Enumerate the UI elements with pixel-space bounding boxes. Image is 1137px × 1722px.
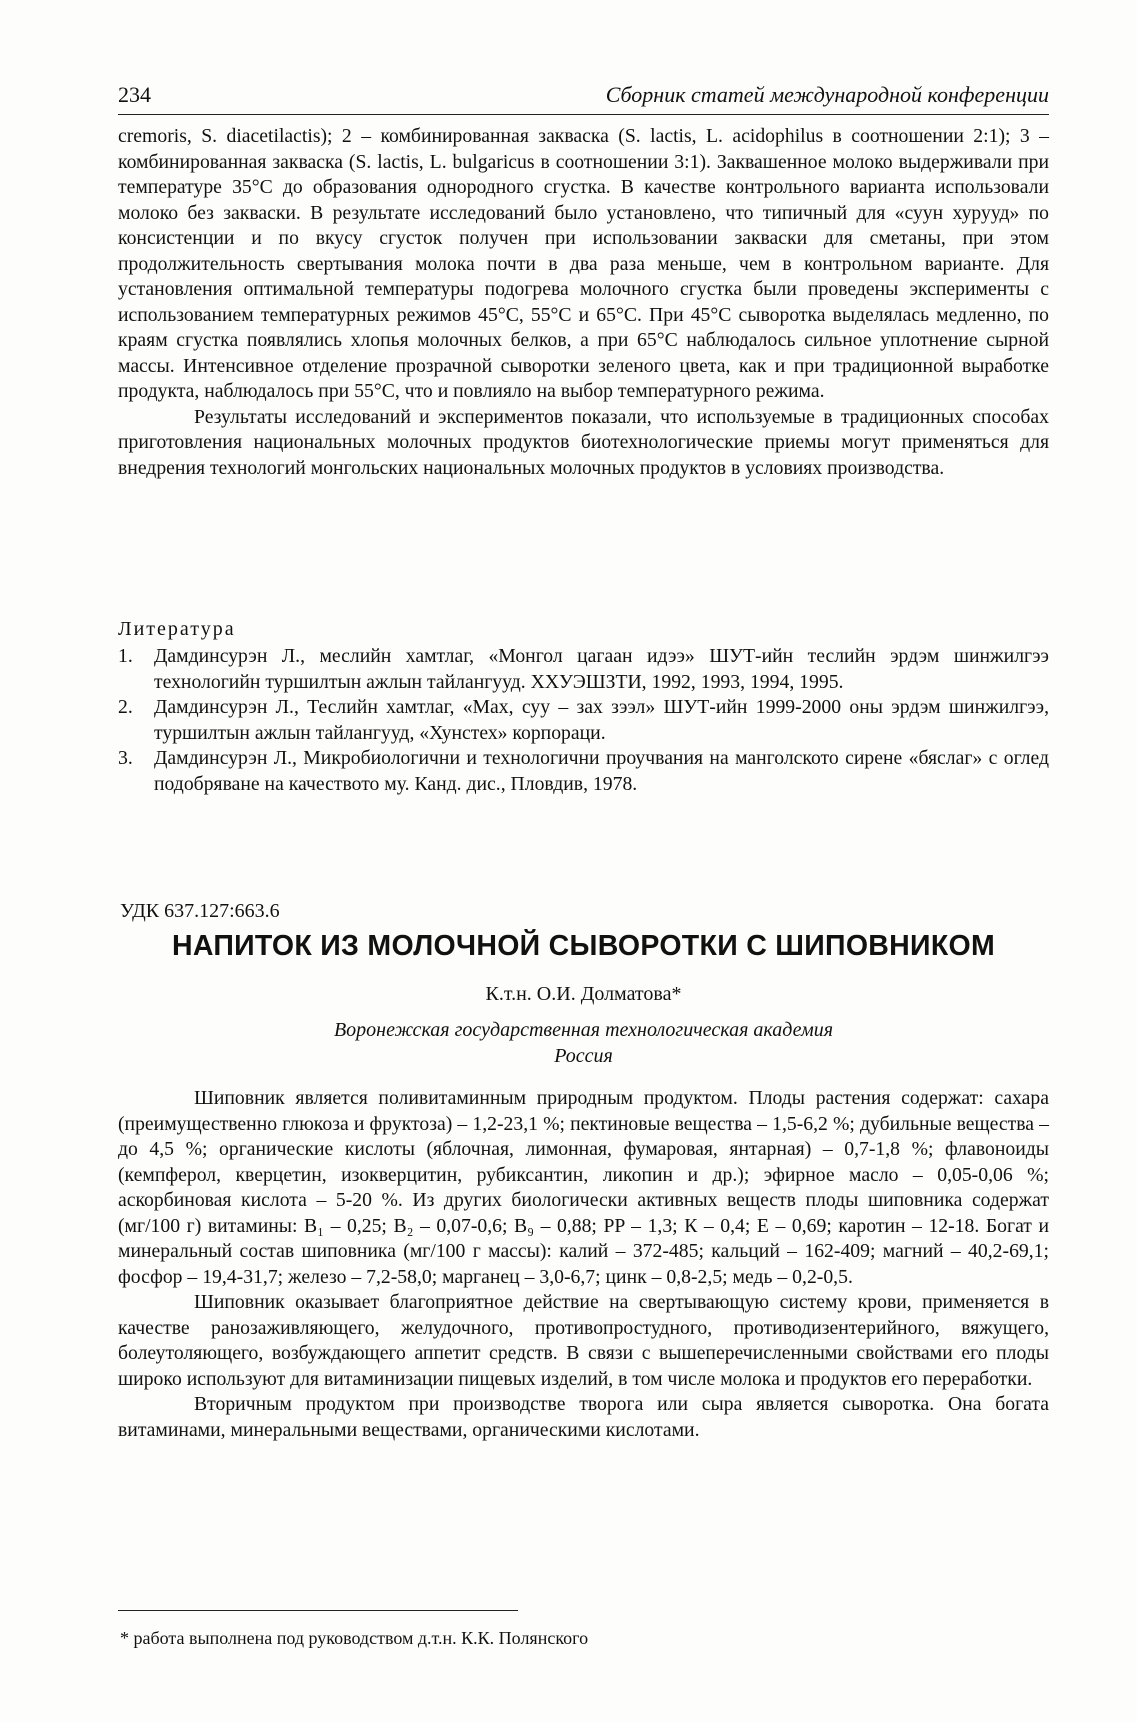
reference-number: 3. (118, 747, 133, 769)
body-paragraph: Шиповник является поливитаминным природным продуктом. Плоды растения содержат: сахара (преимущественно глюкоза и фруктоза) – 1,2-23,1 %; пектиновые вещества – 1,5-6,2 %; дубильные вещества – до 4,5 %; органические кислоты (яблочная, лимонная, фумаровая, янтарная) – 0,7-1,8 %; флавоноиды (кемпферол, кверцетин, изокверцитин, рубиксантин, ликопин и др.); эфирное масло – 0,05-0,06 %; аскорбиновая кислота – 5-20 %. Из других биологически активных веществ плоды шиповника содержат (мг/100 г) витамины: B₁ – 0,25; B₂ – 0,07-0,6; B₉ – 0,88; PP – 1,3; К – 0,4; Е – 0,69; каротин – 12-18. Богат и минеральный состав шиповника (мг/100 г массы): калий – 372-485; кальций – 162-409; магний – 40,2-69,1; фосфор – 19,4-31,7; железо – 7,2-58,0; марганец – 3,0-6,7; цинк – 0,8-2,5; медь – 0,2-0,5. (118, 1087, 1049, 1288)
reference-item (118, 695, 1049, 746)
footnote: * работа выполнена под руководством д.т.н. К.К. Полянского (120, 1628, 589, 1648)
affiliation-country: Россия (554, 1045, 613, 1067)
footnote-rule (118, 1610, 518, 1611)
reference-text: Дамдинсурэн Л., меслийн хамтлаг, «Монгол цагаан идээ» ШУТ-ийн теслийн эрдэм шинжилгээ технологийн туршилтын ажлын тайлангууд. ХХУЭШЗТИ, 1992, 1993, 1994, 1995. (154, 645, 1049, 693)
reference-number: 1. (118, 645, 133, 667)
article-title: НАПИТОК ИЗ МОЛОЧНОЙ СЫВОРОТКИ С ШИПОВНИКОМ (171, 930, 996, 962)
running-header (118, 82, 1049, 115)
literature-heading: Литература (118, 618, 236, 640)
page-number: 234 (118, 82, 151, 107)
article-body (118, 1086, 1049, 1443)
reference-text: Дамдинсурэн Л., Микробиологични и технологични проучвания на манголското сирене «бяслаг» с оглед подобряване на качеството му. Канд. дис., Пловдив, 1978. (154, 747, 1049, 795)
reference-text: Дамдинсурэн Л., Теслийн хамтлаг, «Мах, суу – зах зээл» ШУТ-ийн 1999-2000 оны эрдэм шинжилгээ, туршилтын ажлын тайлангууд, «Хунстех» корпораци. (154, 696, 1049, 744)
running-title: Сборник статей международной конференции (605, 82, 1049, 107)
previous-article-body (118, 124, 1049, 481)
reference-item (118, 746, 1049, 797)
body-paragraph: Шиповник оказывает благоприятное действие на свертывающую систему крови, применяется в качестве ранозаживляющего, желудочного, противопростудного, противодизентерийного, вяжущего, болеутоляющего, возбуждающего аппетит средств. В связи с вышеперечисленными свойствами его плоды широко используют для витаминизации пищевых изделий, в том числе молока и продуктов его переработки. (118, 1291, 1049, 1390)
affiliation-institution: Воронежская государственная технологическая академия (333, 1019, 834, 1041)
reference-number: 2. (118, 696, 133, 718)
udk-code: УДК 637.127:663.6 (120, 900, 280, 922)
body-paragraph: Результаты исследований и экспериментов показали, что используемые в традиционных способах приготовления национальных молочных продуктов биотехнологические приемы могут применяться для внедрения технологий монгольских национальных молочных продуктов в условиях производства. (118, 405, 1049, 479)
body-paragraph: cremoris, S. diacetilactis); 2 – комбинированная закваска (S. lactis, L. acidophilus в соотношении 2:1); 3 – комбинированная закваска (S. lactis, L. bulgaricus в соотношении 3:1). Заквашенное молоко выдерживали при температуре 35°С до образования однородного сгустка. В качестве контрольного варианта использовали молоко без закваски. В результате исследований было установлено, что типичный для «суун хурууд» по консистенции и по вкусу сгусток получен при использовании закваски для сметаны, при этом продолжительность свертывания молока почти в два раза меньше, чем в контрольном варианте. Для установления оптимальной температуры подогрева молочного сгустка были проведены эксперименты с использованием температурных режимов 45°С, 55°С и 65°С. При 45°С сыворотка выделялась медленно, по краям сгустка появлялись хлопья молочных белков, а при 65°С наблюдалось сильное уплотнение сырной массы. Интенсивное отделение прозрачной сыворотки зеленого цвета, как и при традиционной выработке продукта, наблюдалось при 55°С, что и повлияло на выбор температурного режима. (118, 125, 1049, 402)
body-paragraph: Вторичным продуктом при производстве творога или сыра является сыворотка. Она богата витаминами, минеральными веществами, органическими кислотами. (118, 1393, 1049, 1441)
reference-list (118, 644, 1049, 797)
reference-item (118, 644, 1049, 695)
article-author: К.т.н. О.И. Долматова* (485, 983, 682, 1005)
article-affiliation (118, 1017, 1049, 1069)
